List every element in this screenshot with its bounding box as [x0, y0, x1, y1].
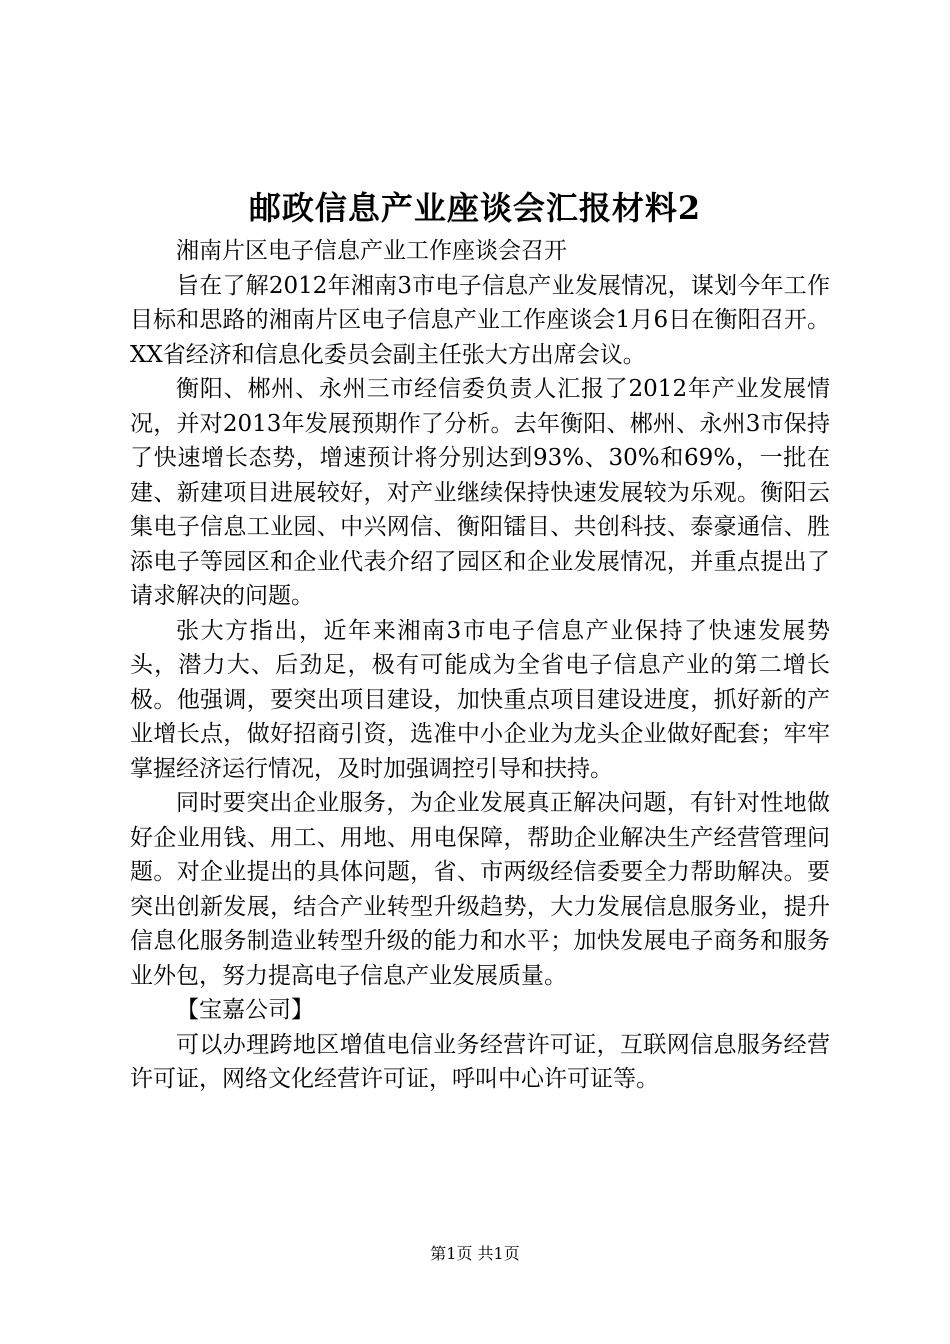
page-number-footer: 第1页 共1页 — [430, 1244, 520, 1263]
paragraph-subheading: 湘南片区电子信息产业工作座谈会召开 — [176, 238, 567, 264]
paragraph: 衡阳、郴州、永州三市经信委负责人汇报了2012年产业发展情况，并对2013年发展预期作了分析。去年衡阳、郴州、永州3市保持了快速增长态势，增速预计将分别达到93%、30%和69%，一批在建、新建项目进展较好，对产业继续保持快速发展较为乐观。衡阳云集电子信息工业园、中兴网信、衡阳镭目、共创科技、泰豪通信、胜添电子等园区和企业代表介绍了园区和企业发展情况，并重点提出了请求解决的问题。 — [130, 376, 830, 609]
document-title: 邮政信息产业座谈会汇报材料2 — [248, 189, 702, 227]
document-body — [130, 234, 830, 1097]
paragraph: 可以办理跨地区增值电信业务经营许可证，互联网信息服务经营许可证，网络文化经营许可证，呼叫中心许可证等。 — [130, 1031, 830, 1092]
paragraph: 张大方指出，近年来湘南3市电子信息产业保持了快速发展势头，潜力大、后劲足，极有可能成为全省电子信息产业的第二增长极。他强调，要突出项目建设，加快重点项目建设进度，抓好新的产业增长点，做好招商引资，选准中小企业为龙头企业做好配套；牢牢掌握经济运行情况，及时加强调控引导和扶持。 — [130, 617, 830, 782]
paragraph: 旨在了解2012年湘南3市电子信息产业发展情况，谋划今年工作目标和思路的湘南片区电子信息产业工作座谈会1月6日在衡阳召开。XX省经济和信息化委员会副主任张大方出席会议。 — [130, 272, 830, 368]
paragraph-company-heading: 【宝嘉公司】 — [176, 997, 314, 1023]
paragraph: 同时要突出企业服务，为企业发展真正解决问题，有针对性地做好企业用钱、用工、用地、用电保障，帮助企业解决生产经营管理问题。对企业提出的具体问题，省、市两级经信委要全力帮助解决。要突出创新发展，结合产业转型升级趋势，大力发展信息服务业，提升信息化服务制造业转型升级的能力和水平；加快发展电子商务和服务业外包，努力提高电子信息产业发展质量。 — [130, 790, 830, 989]
